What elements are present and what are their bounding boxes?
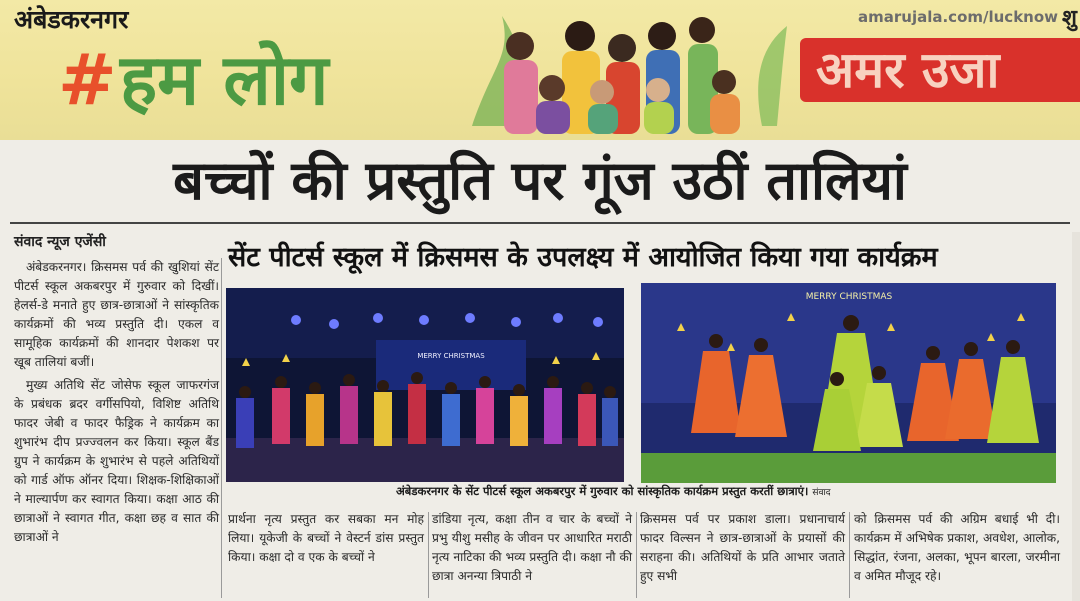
article-column-3 bbox=[432, 510, 632, 586]
headline-rule bbox=[10, 222, 1070, 224]
column-2-text: प्रार्थना नृत्य प्रस्तुत कर सबका मन मोह लिया। यूकेजी के बच्चों ने वेस्टर्न डांस प्रस्तुत किया। कक्षा दो व एक के बच्चों ने bbox=[228, 512, 424, 564]
paragraph-2: मुख्य अतिथि सेंट जोसेफ स्कूल जाफरगंज के प्रबंधक ब्रदर वर्गीसपियो, विशिष्ट अतिथि फादर जेबी व फादर फैड्रिक ने कार्यक्रम का शुभारंभ दीप प्रज्ज्वलन कर किया। स्कूल बैंड ग्रुप ने कार्यक्रम के शुभारंभ से पहले अतिथियों को गार्ड ऑफ ऑनर दिया। शिक्षक-शिक्षिकाओं ने माल्यार्पण कर स्वागत किया। कक्षा आठ की छात्राओं ने स्वागत गीत, कक्षा छह व सात की छात्राओं ने bbox=[14, 378, 219, 544]
photo-caption bbox=[396, 484, 831, 499]
caption-credit: संवाद bbox=[812, 488, 831, 498]
column-5-text: को क्रिसमस पर्व की अग्रिम बधाई भी दी। कार्यक्रम में अभिषेक प्रकाश, अवधेश, आलोक, सिद्धांत, रंजना, अलका, भूपन बारला, जरमीना व अमित मौजूद रहे। bbox=[854, 512, 1060, 583]
website-url: amarujala.com/lucknow bbox=[858, 8, 1059, 26]
column-divider bbox=[636, 512, 637, 598]
byline: संवाद न्यूज एजेंसी bbox=[14, 234, 106, 250]
people-illustration bbox=[462, 6, 792, 134]
article-column-1 bbox=[14, 258, 219, 551]
paragraph-1: अंबेडकरनगर। क्रिसमस पर्व की खुशियां सेंट पीटर्स स्कूल अकबरपुर में गुरुवार को दिखीं। हेलर्स-डे मनाते हुए छात्र-छात्राओं ने सांस्कृतिक कार्यक्रमों की भव्य प्रस्तुति दी। एकल व सामूहिक कार्यक्रमों की शानदार पेशकश पर खूब तालियां बजीं। bbox=[14, 260, 219, 369]
hashtag-title: हम लोग bbox=[120, 39, 329, 121]
column-divider bbox=[849, 512, 850, 598]
stage-banner-text: MERRY CHRISTMAS bbox=[417, 352, 485, 360]
stage-dance-photo bbox=[226, 288, 624, 482]
article-column-5 bbox=[854, 510, 1060, 586]
city-label: अंबेडकरनगर bbox=[14, 5, 129, 34]
column-4-text: क्रिसमस पर्व पर प्रकाश डाला। प्रधानाचार्य फादर विल्सन ने छात्र-छात्राओं के प्रयासों की सराहना की। अतिथियों के प्रति आभार जताते हुए सभी bbox=[640, 512, 845, 583]
column-3-text: डांडिया नृत्य, कक्षा तीन व चार के बच्चों ने प्रभु यीशु मसीह के जीवन पर आधारित मराठी नृत्य नाटिका की भव्य प्रस्तुति दी। कक्षा नौ की छात्रा अनन्या त्रिपाठी ने bbox=[432, 512, 632, 583]
article-column-4 bbox=[640, 510, 845, 586]
caption-text: अंबेडकरनगर के सेंट पीटर्स स्कूल अकबरपुर में गुरुवार को सांस्कृतिक कार्यक्रम प्रस्तुत करतीं छात्राएं। bbox=[396, 484, 809, 498]
article-column-2 bbox=[228, 510, 424, 567]
hashtag-symbol: # bbox=[58, 39, 117, 121]
brand-masthead: अमर उजा bbox=[816, 41, 1000, 99]
column-divider bbox=[428, 512, 429, 598]
photo-banner-text: MERRY CHRISTMAS bbox=[805, 292, 893, 302]
subheadline: सेंट पीटर्स स्कूल में क्रिसमस के उपलक्ष्य में आयोजित किया गया कार्यक्रम bbox=[228, 242, 938, 273]
adjacent-page-edge bbox=[1072, 232, 1080, 601]
christmas-dance-photo bbox=[641, 283, 1056, 483]
headline: बच्चों की प्रस्तुति पर गूंज उठीं तालियां bbox=[173, 148, 907, 212]
column-divider bbox=[221, 258, 222, 598]
date-fragment: शु bbox=[1062, 6, 1077, 31]
